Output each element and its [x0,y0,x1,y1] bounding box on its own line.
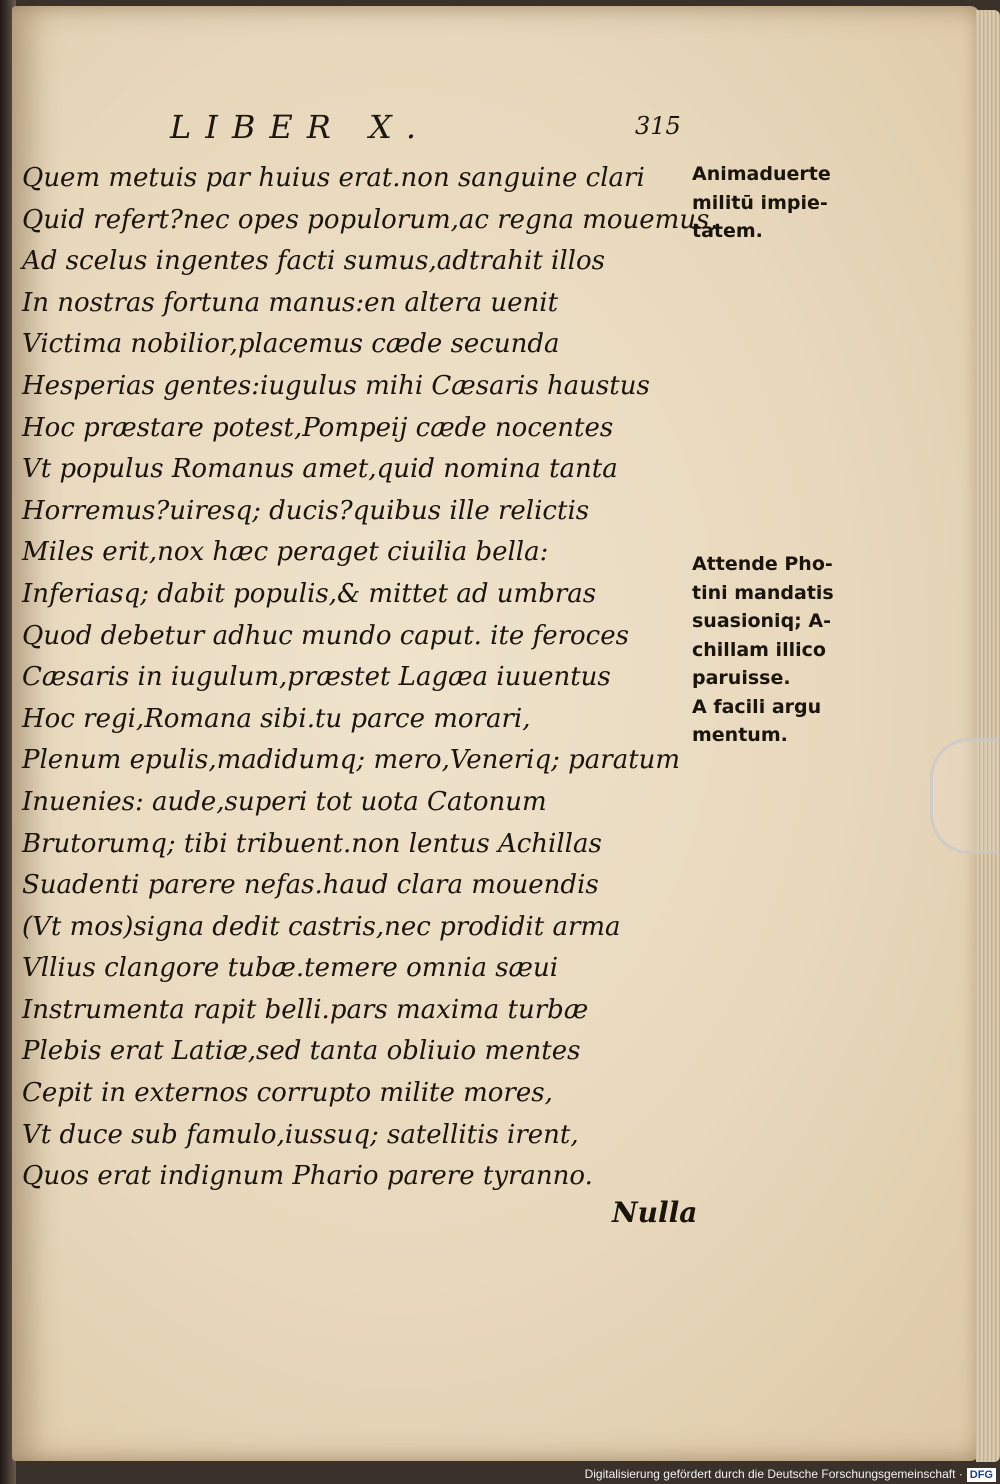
verse-line: Horremus?uiresq; ducis?quibus ille relictis [22,495,590,526]
verse-line: Plenum epulis,madidumq; mero,Veneriq; paratum [22,745,681,776]
running-header [170,108,690,148]
margin-note-line: paruisse. [692,667,791,689]
margin-note-line: Attende Pho- [692,553,833,575]
margin-note-line: tatem. [692,220,763,242]
paper-clip [930,738,999,854]
verse-line: Instrumenta rapit belli.pars maxima turbæ [22,994,589,1025]
verse-line: Quem metuis par huius erat.non sanguine clari [22,163,645,193]
digitization-footer [570,1464,1000,1484]
margin-note-line: mentum. [692,724,788,746]
verse-line: Hesperias gentes:iugulus mihi Cæsaris haustus [22,370,650,401]
verse-line: Cepit in externos corrupto milite mores, [22,1078,553,1109]
verse-line: Victima nobilior,placemus cæde secunda [22,329,560,360]
catchword: Nulla [612,1196,698,1229]
dfg-logo: DFG [967,1468,996,1482]
verse-line: Suadenti parere nefas.haud clara mouendis [22,870,599,901]
margin-note-photini [692,550,834,750]
verse-line: Inuenies: aude,superi tot uota Catonum [22,786,547,817]
margin-note-line: suasioniq; A- [692,610,831,632]
margin-note-impietatem [692,160,831,246]
verse-line: Cæsaris in iugulum,præstet Lagæa iuuentus [22,662,611,693]
verse-line: Vllius clangore tubæ.temere omnia sæui [22,953,559,984]
margin-note-line: tini mandatis [692,581,834,604]
verse-line: Quos erat indignum Phario parere tyranno. [22,1161,593,1192]
verse-line: Ad scelus ingentes facti sumus,adtrahit illos [22,246,605,277]
verse-line: Hoc regi,Romana sibi.tu parce morari, [22,703,531,734]
verse-text [22,158,718,1198]
verse-line: Hoc præstare potest,Pompeij cæde nocentes [22,412,614,443]
verse-line: Quid refert?nec opes populorum,ac regna mouemus, [22,204,718,235]
margin-note-line: Animaduerte [692,163,831,185]
margin-note-line: chillam illico [692,638,826,661]
verse-line: Plebis erat Latiæ,sed tanta obliuio mentes [22,1036,581,1067]
footer-credit: Digitalisierung gefördert durch die Deutsche Forschungsgemeinschaft · [584,1467,963,1481]
verse-line: Quod debetur adhuc mundo caput. ite feroces [22,620,629,651]
verse-line: (Vt mos)signa dedit castris,nec prodidit arma [22,911,621,942]
page-number: 315 [635,112,681,140]
running-title: LIBER X. [170,108,430,146]
verse-line: Brutorumq; tibi tribuent.non lentus Achillas [22,828,602,859]
margin-note-line: A facili argu [692,695,822,718]
verse-line: In nostras fortuna manus:en altera uenit [22,287,559,318]
verse-line: Inferiasq; dabit populis,& mittet ad umbras [22,578,597,609]
verse-line: Vt duce sub famulo,iussuq; satellitis irent, [22,1119,579,1150]
verse-line: Vt populus Romanus amet,quid nomina tanta [22,454,618,485]
verse-line: Miles erit,nox hæc peraget ciuilia bella: [22,537,549,568]
page-fore-edge [976,10,1000,1462]
margin-note-line: militū impie- [692,191,828,214]
